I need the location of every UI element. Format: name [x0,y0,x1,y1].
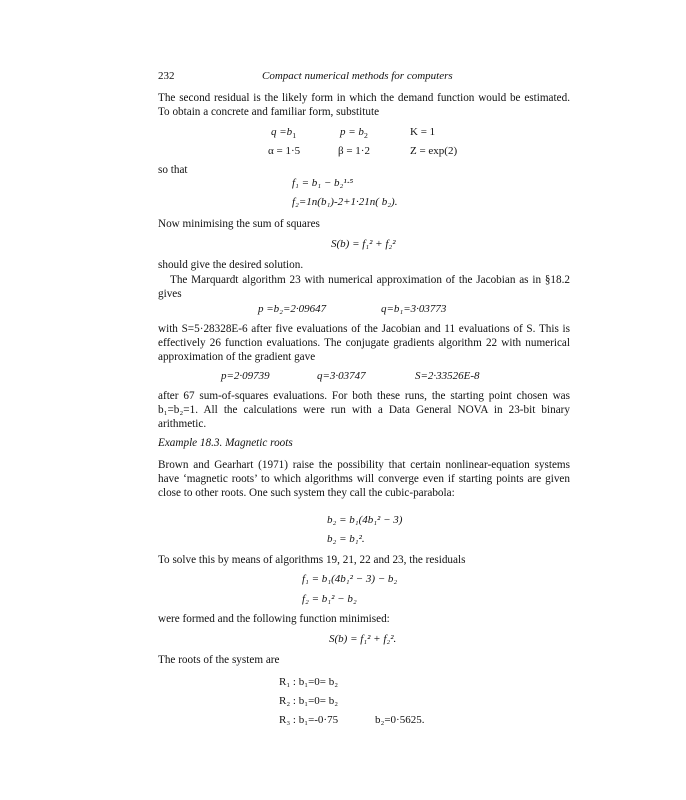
subst-k: K = 1 [410,126,436,138]
result-cg-s: S=2·33526E-8 [415,370,480,382]
equation-residual-f1: f₁ = b₁(4b₁² − 3) − b₂ [302,573,398,585]
page-number: 232 [158,70,175,82]
equation-sum-of-squares: S(b) = f₁² + f₂² [331,238,396,250]
paragraph-marquardt: The Marquardt algorithm 23 with numerical approximation of the Jacobian as in §18.2 gives [158,274,570,300]
paragraph-magnetic-roots: Brown and Gearhart (1971) raise the possibility that certain nonlinear-equation systems have ‘magnetic roots’ to which algorithms will converge even if starting points are given close to other roots. One such system they call the cubic-parabola: [158,459,570,499]
equation-parabola: b₂ = b₁². [327,533,365,545]
paragraph-conjugate-gradients: with S=5·28328E-6 after five evaluations of the Jacobian and 11 evaluations of S. This is effectively 26 function evaluations. The conjugate gradients algorithm 22 with numerical approximation of the gradient gave [158,323,570,363]
paragraph-desired-solution: should give the desired solution. [158,259,304,271]
equation-f2: f₂=1n(b₁)-2+1·21n( b₂). [292,196,398,208]
result-cg-q: q=3·03747 [317,370,366,382]
paragraph-residuals: To solve this by means of algorithms 19, 21, 22 and 23, the residuals [158,554,466,566]
root-r1: R₁ : b₁=0= b₂ [279,676,339,688]
result-marquardt-p: p =b₂=2·09647 [258,303,327,315]
paragraph-evaluations: after 67 sum-of-squares evaluations. For both these runs, the starting point chosen was b₁=b₂=1. All the calculations were run with a Data General NOVA in 23-bit binary arithmetic. [158,390,570,430]
equation-residual-f2: f₂ = b₁² − b₂ [302,593,357,605]
equation-f1: f₁ = b₁ − b₂¹·⁵ [292,177,354,189]
paragraph-minimising: Now minimising the sum of squares [158,218,320,230]
equation-cubic: b₂ = b₁(4b₁² − 3) [327,514,403,526]
subst-p: $p = b_2$ [340,126,368,141]
paragraph-roots: The roots of the system are [158,654,280,666]
result-marquardt-q: q=b₁=3·03773 [381,303,447,315]
root-r3-b2: b₂=0·5625. [375,714,425,726]
subst-alpha: α = 1·5 [268,145,301,157]
subst-beta: β = 1·2 [338,145,370,157]
example-title: Example 18.3. Magnetic roots [158,437,293,449]
root-r2: R₂ : b₁=0= b₂ [279,695,339,707]
subst-z: Z = exp(2) [410,145,458,157]
so-that-label: so that [158,164,188,176]
subst-q: $q =b_1$ [271,126,297,141]
equation-sum-of-squares-2: S(b) = f₁² + f₂². [329,633,397,645]
root-r3-b1: R₃ : b₁=-0·75 [279,714,339,726]
running-title: Compact numerical methods for computers [262,70,453,82]
result-cg-p: p=2·09739 [221,370,270,382]
paragraph-second-residual: The second residual is the likely form in which the demand function would be estimated. To obtain a concrete and familiar form, substitute [158,92,570,118]
paragraph-function-minimised: were formed and the following function minimised: [158,613,390,625]
